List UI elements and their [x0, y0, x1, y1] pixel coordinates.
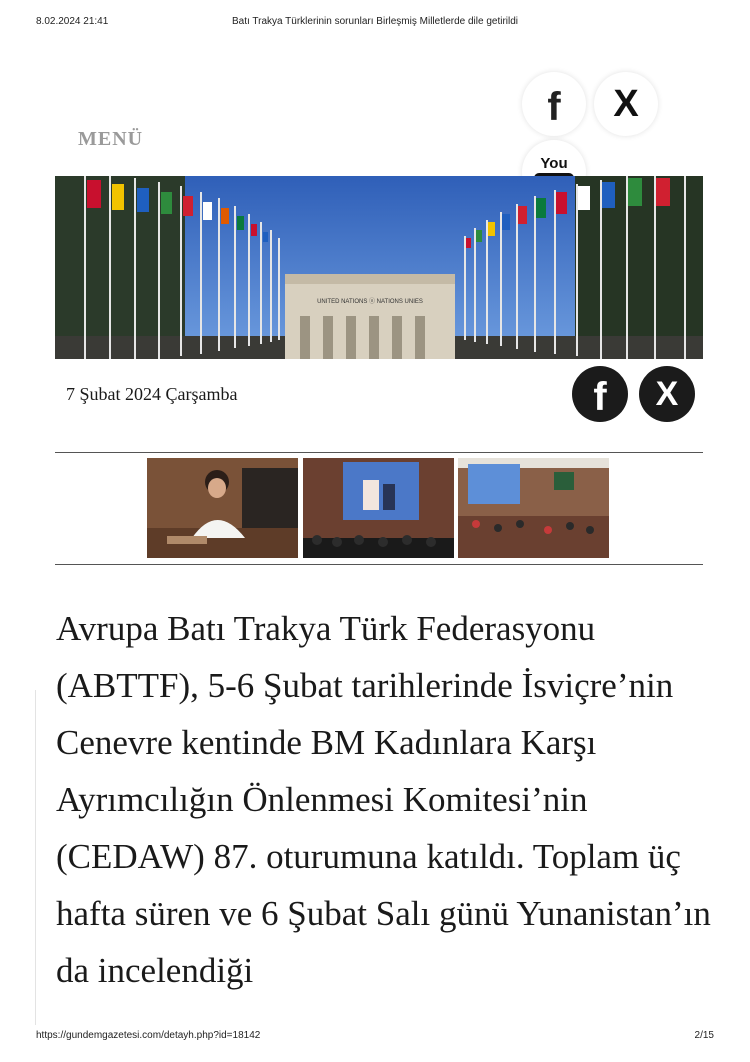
print-header	[36, 16, 714, 30]
facebook-link[interactable]	[522, 72, 586, 136]
youtube-icon: You	[534, 156, 574, 189]
share-facebook-button[interactable]	[572, 366, 628, 422]
hero-image-un-flags	[55, 176, 703, 359]
gallery-photo-speaker[interactable]	[147, 458, 298, 558]
gallery-photo-screen[interactable]	[303, 458, 454, 558]
print-page-number: 2/15	[694, 1030, 714, 1041]
print-datetime: 8.02.2024 21:41	[36, 16, 109, 27]
print-footer	[36, 1030, 714, 1044]
print-page-title: Batı Trakya Türklerinin sorunları Birleşmiş Milletlerde dile getirildi	[231, 16, 519, 27]
share-x-button[interactable]	[639, 366, 695, 422]
hero-building-sign: UNITED NATIONS ⓤ NATIONS UNIES	[317, 299, 423, 305]
print-url: https://gundemgazetesi.com/detayh.php?id=18142	[36, 1030, 261, 1041]
divider-bottom	[55, 564, 703, 565]
divider-top	[55, 452, 703, 453]
menu-button[interactable]: MENÜ	[78, 128, 144, 150]
page-margin-line	[35, 690, 36, 1025]
facebook-icon: f	[547, 85, 561, 129]
x-twitter-icon: X	[655, 375, 679, 413]
gallery-photo-hall[interactable]	[458, 458, 609, 558]
article-date: 7 Şubat 2024 Çarşamba	[66, 384, 238, 404]
x-twitter-link[interactable]	[594, 72, 658, 136]
photo-gallery	[147, 458, 609, 558]
facebook-icon: f	[593, 375, 607, 419]
x-twitter-icon: X	[613, 83, 639, 125]
article-body: Avrupa Batı Trakya Türk Federasyonu (ABTTF), 5-6 Şubat tarihlerinde İsviçre’nin Cenevre kentinde BM Kadınlara Karşı Ayrımcılığın Önlenmesi Komitesi’nin (CEDAW) 87. oturumuna katıldı. Toplam üç hafta süren ve 6 Şubat Salı günü Yunanistan’ın da incelendiği	[56, 609, 711, 990]
